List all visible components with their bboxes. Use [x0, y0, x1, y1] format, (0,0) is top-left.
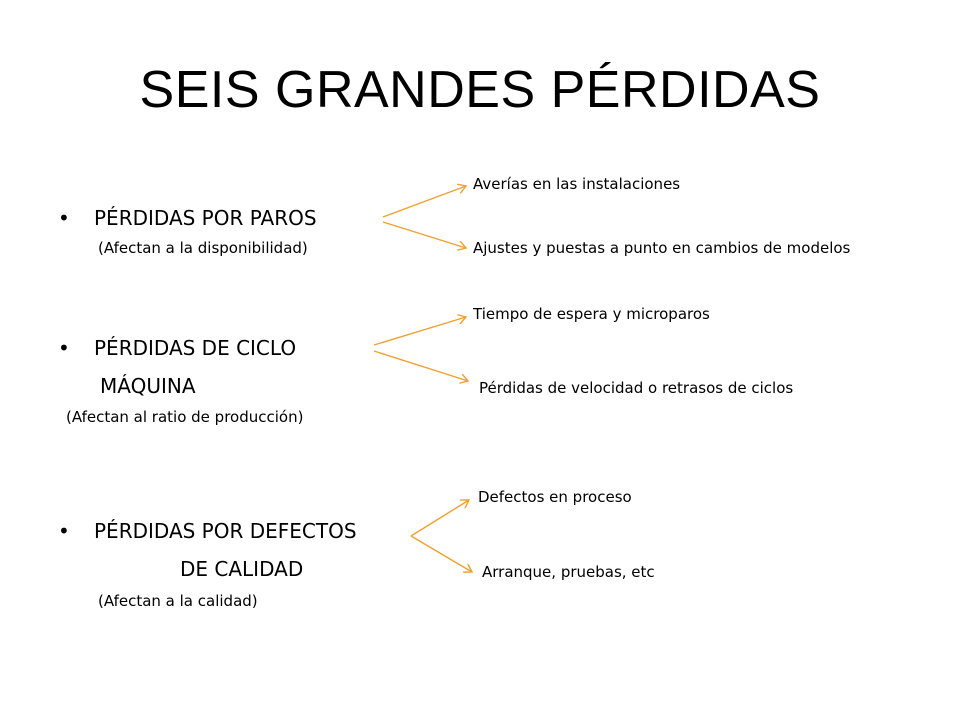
group-heading: PÉRDIDAS DE CICLO [94, 336, 297, 360]
outcome-bottom: Pérdidas de velocidad o retrasos de ciclos [479, 379, 794, 397]
arrow-paros-bottom [383, 222, 466, 248]
bullet-marker: • [58, 336, 70, 360]
bullet-marker: • [58, 519, 70, 543]
outcome-top: Averías en las instalaciones [473, 175, 681, 193]
arrow-defectos-top [411, 500, 469, 536]
arrow-ciclo-top [374, 317, 466, 345]
outcome-top: Defectos en proceso [478, 488, 632, 506]
arrow-ciclo-bottom [374, 351, 468, 381]
group-note: (Afectan a la disponibilidad) [98, 239, 308, 257]
outcome-bottom: Ajustes y puestas a punto en cambios de modelos [473, 239, 851, 257]
group-heading-line2: MÁQUINA [100, 374, 196, 398]
group-note: (Afectan al ratio de producción) [66, 408, 304, 426]
group-heading-line2: DE CALIDAD [180, 557, 304, 581]
group-note: (Afectan a la calidad) [98, 592, 258, 610]
outcome-top: Tiempo de espera y microparos [473, 305, 710, 323]
arrow-paros-top [383, 186, 466, 217]
arrow-defectos-bottom [411, 536, 472, 572]
bullet-marker: • [58, 206, 70, 230]
slide-title: SEIS GRANDES PÉRDIDAS [139, 61, 821, 119]
group-heading: PÉRDIDAS POR PAROS [94, 206, 317, 230]
outcome-bottom: Arranque, pruebas, etc [482, 563, 655, 581]
group-heading: PÉRDIDAS POR DEFECTOS [94, 519, 357, 543]
